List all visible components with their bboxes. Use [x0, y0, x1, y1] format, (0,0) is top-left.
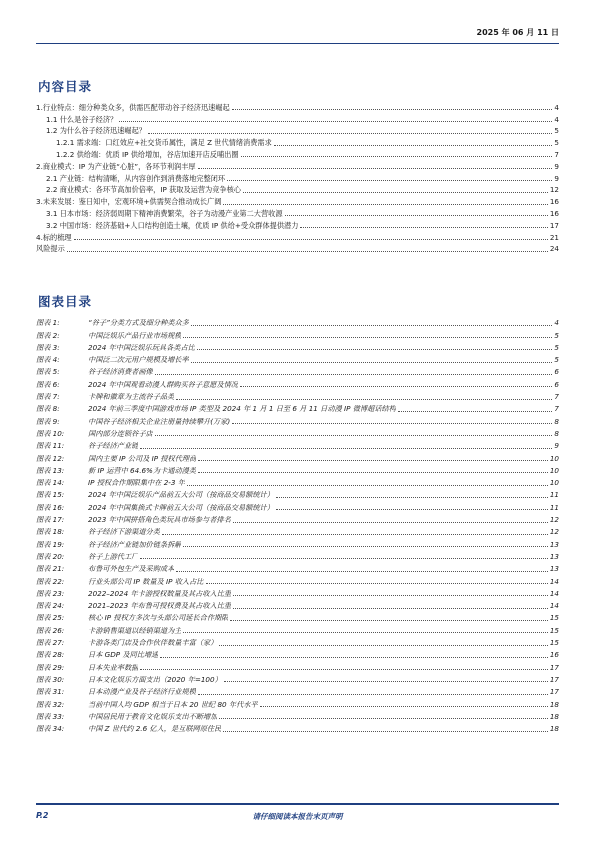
dot-leader	[219, 645, 547, 646]
toc-entry[interactable]	[36, 195, 559, 207]
dot-leader	[233, 595, 548, 596]
figure-entry-text: 2022–2024 年卡游授权数量及其占收入比重	[88, 588, 232, 598]
figure-entry-text: 谷子经济下游渠道分类	[88, 527, 160, 537]
figure-entry[interactable]	[36, 390, 559, 402]
figure-entry-text: 卡牌和徽章为主流谷子品类	[88, 392, 175, 402]
figure-entry[interactable]	[36, 328, 559, 340]
figure-entry-page: 6	[554, 379, 559, 389]
figure-entry-label: 图表 1:	[36, 318, 60, 328]
toc-entry-page: 4	[554, 102, 559, 112]
toc-entry-text: 风险提示	[36, 244, 65, 254]
figure-entry-text: 新 IP 运营中 64.6%为卡通动漫类	[88, 465, 197, 475]
footer-disclaimer: 请仔细阅读本报告末页声明	[252, 812, 343, 821]
figure-entry-text: 中国谷子经济相关企业注册量持续攀升(万家)	[88, 416, 231, 426]
dot-leader	[224, 681, 548, 682]
figure-entry-label: 图表 19:	[36, 539, 65, 549]
figure-entry-label: 图表 12:	[36, 453, 65, 463]
dot-leader	[285, 215, 548, 216]
dot-leader	[197, 349, 553, 350]
figure-entry-page: 18	[549, 699, 559, 709]
figure-entry-label: 图表 16:	[36, 502, 65, 512]
dot-leader	[140, 669, 548, 670]
dot-leader	[232, 109, 553, 110]
toc-entry-page: 7	[554, 149, 559, 159]
figure-entry[interactable]	[36, 476, 559, 488]
figure-entry-label: 图表 4:	[36, 355, 60, 365]
figure-entry-page: 11	[549, 502, 559, 512]
figure-entry-page: 10	[549, 478, 559, 488]
figure-entry[interactable]	[36, 722, 559, 734]
dot-leader	[223, 731, 548, 732]
toc-entry[interactable]	[36, 148, 559, 160]
figure-entry-label: 图表 32:	[36, 699, 65, 709]
figure-entry-page: 5	[554, 330, 559, 340]
figure-entry-page: 4	[554, 318, 559, 328]
toc-entry-text: 1.1 什么是谷子经济？	[46, 114, 118, 124]
figure-entry-page: 8	[554, 428, 559, 438]
dot-leader	[198, 168, 553, 169]
figure-entry[interactable]	[36, 316, 559, 328]
dot-leader	[198, 460, 548, 461]
figure-entry[interactable]	[36, 685, 559, 697]
figure-entry[interactable]	[36, 525, 559, 537]
figures-list	[36, 316, 559, 734]
toc-title: 内容目录	[38, 79, 93, 94]
figure-entry-label: 图表 27:	[36, 638, 65, 648]
figure-entry-text: 中国居民用于教育文化娱乐支出不断增加	[88, 711, 218, 721]
figure-entry-page: 13	[549, 551, 559, 561]
figure-entry[interactable]	[36, 513, 559, 525]
dot-leader	[176, 571, 548, 572]
figure-entry-text: 国内主要 IP 公司及 IP 授权代理商	[88, 453, 197, 463]
figure-entry[interactable]	[36, 574, 559, 586]
figure-entry-label: 图表 20:	[36, 551, 65, 561]
figure-entry-page: 14	[549, 588, 559, 598]
figure-entry-text: 2021–2023 年布鲁可授权费及其占收入比重	[88, 601, 232, 611]
figure-entry-text: 谷子经济消费者画像	[88, 367, 153, 377]
toc-entry[interactable]	[36, 184, 559, 196]
toc-entry-text: 1.2 为什么谷子经济迅速崛起？	[46, 126, 146, 136]
dot-leader	[155, 435, 553, 436]
toc-entry-text: 3.未来发展：鉴日知中，宏观环境+供需契合推动成长广阔	[36, 197, 222, 207]
figure-entry[interactable]	[36, 402, 559, 414]
dot-leader	[67, 251, 548, 252]
dot-leader	[300, 227, 547, 228]
dot-leader	[183, 337, 552, 338]
dot-leader	[230, 620, 547, 621]
toc-entry-page: 21	[549, 232, 559, 242]
toc-entry[interactable]	[36, 125, 559, 137]
figure-entry-page: 7	[554, 404, 559, 414]
figure-entry[interactable]	[36, 537, 559, 549]
toc-entry[interactable]	[36, 243, 559, 255]
toc-entry-text: 3.1 日本市场：经济弱周期下精神消费繁荣，谷子为动漫产业第二大营收源	[46, 208, 283, 218]
figure-entry-label: 图表 18:	[36, 527, 65, 537]
report-date: 2025 年 06 月 11 日	[476, 28, 559, 37]
dot-leader	[140, 558, 548, 559]
figure-entry-page: 11	[549, 490, 559, 500]
figure-entry[interactable]	[36, 550, 559, 562]
figure-entry[interactable]	[36, 377, 559, 389]
figure-entry-label: 图表 29:	[36, 662, 65, 672]
figure-entry-text: 谷子经济产业链	[88, 441, 139, 451]
figure-entry[interactable]	[36, 636, 559, 648]
figure-entry-page: 8	[554, 416, 559, 426]
figure-entry[interactable]	[36, 353, 559, 365]
toc-entry-page: 5	[554, 138, 559, 148]
dot-leader	[243, 192, 548, 193]
figure-entry-text: 2024 年前三季度中国游戏市场 IP 类型及 2024 年 1 月 1 日至 6 月 11 日动漫 IP 微博超话结构	[88, 404, 396, 414]
figure-entry-label: 图表 31:	[36, 687, 65, 697]
figure-entry-page: 15	[549, 613, 559, 623]
toc-entry[interactable]	[36, 136, 559, 148]
dot-leader	[191, 362, 553, 363]
figure-entry-label: 图表 24:	[36, 601, 65, 611]
figure-entry[interactable]	[36, 464, 559, 476]
figure-entry-text: 国内部分连锁谷子店	[88, 428, 153, 438]
figure-entry-text: 中国 Z 世代约 2.6 亿人，是互联网原住民	[88, 724, 222, 734]
toc-entry[interactable]	[36, 160, 559, 172]
toc-entry[interactable]	[36, 113, 559, 125]
figure-entry-text: 2024 年中国集换式卡牌前五大公司（按商品交易额统计）	[88, 502, 274, 512]
dot-leader	[276, 509, 548, 510]
figure-entry-text: 当前中国人均 GDP 相当于日本 20 世纪 80 年代水平	[88, 699, 258, 709]
figure-entry-text: 中国泛娱乐产品行业市场规模	[88, 330, 182, 340]
toc-entry-text: 3.2 中国市场：经济基础+人口结构创造土壤，优质 IP 供给+受众群体提供潜力	[46, 220, 299, 230]
figure-entry-page: 10	[549, 453, 559, 463]
figure-entry[interactable]	[36, 587, 559, 599]
figure-entry[interactable]	[36, 673, 559, 685]
figure-entry-page: 5	[554, 342, 559, 352]
dot-leader	[227, 180, 552, 181]
toc-entry-text: 4.标的梳理	[36, 232, 72, 242]
figure-entry-text: 日本失业率数据	[88, 662, 139, 672]
figure-entry-label: 图表 23:	[36, 588, 65, 598]
dot-leader	[260, 706, 548, 707]
figure-entry-text: 核心 IP 授权方多次与头部公司延长合作期限	[88, 613, 229, 623]
figure-entry-page: 5	[554, 355, 559, 365]
figure-entry-page: 17	[549, 687, 559, 697]
figure-entry-page: 9	[554, 441, 559, 451]
figure-entry[interactable]	[36, 710, 559, 722]
figure-entry-label: 图表 10:	[36, 428, 65, 438]
figure-entry-label: 图表 3:	[36, 342, 60, 352]
figure-entry-text: 卡游销售渠道以经销渠道为主	[88, 625, 182, 635]
figure-entry-label: 图表 17:	[36, 515, 65, 525]
dot-leader	[206, 583, 548, 584]
toc-entry[interactable]	[36, 207, 559, 219]
figure-entry-page: 13	[549, 539, 559, 549]
toc-entry[interactable]	[36, 101, 559, 113]
figure-entry-text: 日本文化娱乐方面支出（2020 年=100）	[88, 674, 222, 684]
dot-leader	[74, 239, 548, 240]
dot-leader	[233, 608, 548, 609]
figure-entry-page: 18	[549, 711, 559, 721]
dot-leader	[187, 485, 548, 486]
figure-entry-text: 谷子上游代工厂	[88, 551, 139, 561]
figure-entry-page: 17	[549, 674, 559, 684]
dot-leader	[148, 133, 552, 134]
figure-entry[interactable]	[36, 365, 559, 377]
figure-entry-page: 14	[549, 601, 559, 611]
toc-entry[interactable]	[36, 172, 559, 184]
figure-entry-label: 图表 11:	[36, 441, 65, 451]
figure-entry[interactable]	[36, 414, 559, 426]
figure-entry-text: 日本动漫产业及谷子经济行业规模	[88, 687, 196, 697]
dot-leader	[274, 145, 553, 146]
dot-leader	[140, 448, 552, 449]
figure-entry-label: 图表 26:	[36, 625, 65, 635]
dot-leader	[223, 204, 547, 205]
dot-leader	[160, 657, 548, 658]
figure-entry-page: 12	[549, 515, 559, 525]
toc-entry-text: 2.2 商业模式：各环节高加价倍率，IP 获取及运营为竞争核心	[46, 185, 241, 195]
figure-entry-label: 图表 9:	[36, 416, 60, 426]
figure-entry[interactable]	[36, 599, 559, 611]
toc-entry-page: 17	[549, 220, 559, 230]
figure-entry-page: 7	[554, 392, 559, 402]
dot-leader	[183, 632, 547, 633]
figure-entry-label: 图表 14:	[36, 478, 65, 488]
figure-entry[interactable]	[36, 451, 559, 463]
figure-entry[interactable]	[36, 697, 559, 709]
figure-entry[interactable]	[36, 648, 559, 660]
dot-leader	[191, 325, 553, 326]
figure-entry-label: 图表 15:	[36, 490, 65, 500]
figure-entry-text: 卡游各类门店及合作伙伴数量丰富（家）	[88, 638, 218, 648]
dot-leader	[155, 374, 553, 375]
figure-entry-page: 17	[549, 662, 559, 672]
figure-entry-page: 12	[549, 527, 559, 537]
figure-entry-page: 6	[554, 367, 559, 377]
toc-entry-text: 1.2.2 供给端：优质 IP 供给增加，谷店加速开店反哺出圈	[56, 149, 239, 159]
dot-leader	[398, 411, 553, 412]
figure-entry[interactable]	[36, 500, 559, 512]
toc-entry-page: 9	[554, 161, 559, 171]
dot-leader	[162, 534, 548, 535]
figure-entry-page: 15	[549, 625, 559, 635]
dot-leader	[232, 423, 552, 424]
figure-entry-text: 行业头部公司 IP 数量及 IP 收入占比	[88, 576, 204, 586]
dot-leader	[176, 399, 552, 400]
figure-entry-page: 13	[549, 564, 559, 574]
dot-leader	[240, 386, 552, 387]
figure-entry-text: 2024 年中国泛娱乐产品前五大公司（按商品交易额统计）	[88, 490, 274, 500]
toc-entry-text: 2.商业模式：IP 为产业链“心脏”，各环节利润丰厚	[36, 161, 196, 171]
figure-entry-label: 图表 5:	[36, 367, 60, 377]
page-number: P.2	[36, 811, 49, 820]
figure-entry-text: 日本 GDP 及同比增速	[88, 650, 159, 660]
figure-entry-page: 14	[549, 576, 559, 586]
figure-entry-label: 图表 25:	[36, 613, 65, 623]
figures-title: 图表目录	[38, 294, 93, 309]
figure-entry-label: 图表 34:	[36, 724, 65, 734]
figure-entry-text: 2023 年中国拼搭角色类玩具市场参与者排名	[88, 515, 231, 525]
figure-entry-label: 图表 22:	[36, 576, 65, 586]
toc-entry-page: 24	[549, 244, 559, 254]
footer-rule	[36, 803, 559, 805]
figure-entry-page: 18	[549, 724, 559, 734]
figure-entry-text: 谷子经济产业链加价链条拆解	[88, 539, 182, 549]
toc-entry-page: 16	[549, 208, 559, 218]
figure-entry[interactable]	[36, 660, 559, 672]
figure-entry-page: 16	[549, 650, 559, 660]
header-rule	[36, 43, 559, 44]
toc-entry-text: 1.行业特点：细分种类众多，供需匹配带动谷子经济迅速崛起	[36, 102, 230, 112]
toc-entry[interactable]	[36, 231, 559, 243]
figure-entry-label: 图表 7:	[36, 392, 60, 402]
toc-entry-page: 16	[549, 197, 559, 207]
dot-leader	[183, 546, 547, 547]
figure-entry-label: 图表 2:	[36, 330, 60, 340]
toc-entry[interactable]	[36, 219, 559, 231]
figure-entry[interactable]	[36, 611, 559, 623]
toc-entry-text: 2.1 产业链：结构清晰，从内容创作到消费落地完整闭环	[46, 173, 226, 183]
figure-entry-label: 图表 30:	[36, 674, 65, 684]
figure-entry[interactable]	[36, 427, 559, 439]
figure-entry-label: 图表 8:	[36, 404, 60, 414]
toc-entry-page: 5	[554, 126, 559, 136]
figure-entry[interactable]	[36, 439, 559, 451]
figure-entry-label: 图表 21:	[36, 564, 65, 574]
dot-leader	[276, 497, 548, 498]
figure-entry-label: 图表 33:	[36, 711, 65, 721]
figure-entry-text: 2024 年中国泛娱乐玩具各类占比	[88, 342, 195, 352]
dot-leader	[219, 718, 547, 719]
figure-entry-page: 10	[549, 465, 559, 475]
toc-list	[36, 101, 559, 254]
figure-entry-text: 布鲁可外包生产及采购成本	[88, 564, 175, 574]
toc-entry-text: 1.2.1 需求端：口红效应+社交货币属性，满足 Z 世代情绪消费需求	[56, 138, 272, 148]
dot-leader	[241, 156, 553, 157]
figure-entry-label: 图表 6:	[36, 379, 60, 389]
toc-entry-page: 4	[554, 114, 559, 124]
figure-entry[interactable]	[36, 562, 559, 574]
figure-entry[interactable]	[36, 341, 559, 353]
figure-entry-text: 中国泛二次元用户规模及增长率	[88, 355, 189, 365]
toc-entry-page: 9	[554, 173, 559, 183]
figure-entry-page: 15	[549, 638, 559, 648]
dot-leader	[119, 121, 552, 122]
figure-entry[interactable]	[36, 488, 559, 500]
dot-leader	[198, 472, 548, 473]
dot-leader	[198, 694, 548, 695]
dot-leader	[233, 522, 548, 523]
figure-entry-text: IP 授权合作期限集中在 2-3 年	[88, 478, 185, 488]
figure-entry-text: 2024 年中国观看动漫人群购买谷子意愿及情况	[88, 379, 238, 389]
figure-entry-text: “谷子”分类方式及细分种类众多	[88, 318, 189, 328]
figure-entry-label: 图表 13:	[36, 465, 65, 475]
figure-entry-label: 图表 28:	[36, 650, 65, 660]
toc-entry-page: 12	[549, 185, 559, 195]
figure-entry[interactable]	[36, 623, 559, 635]
